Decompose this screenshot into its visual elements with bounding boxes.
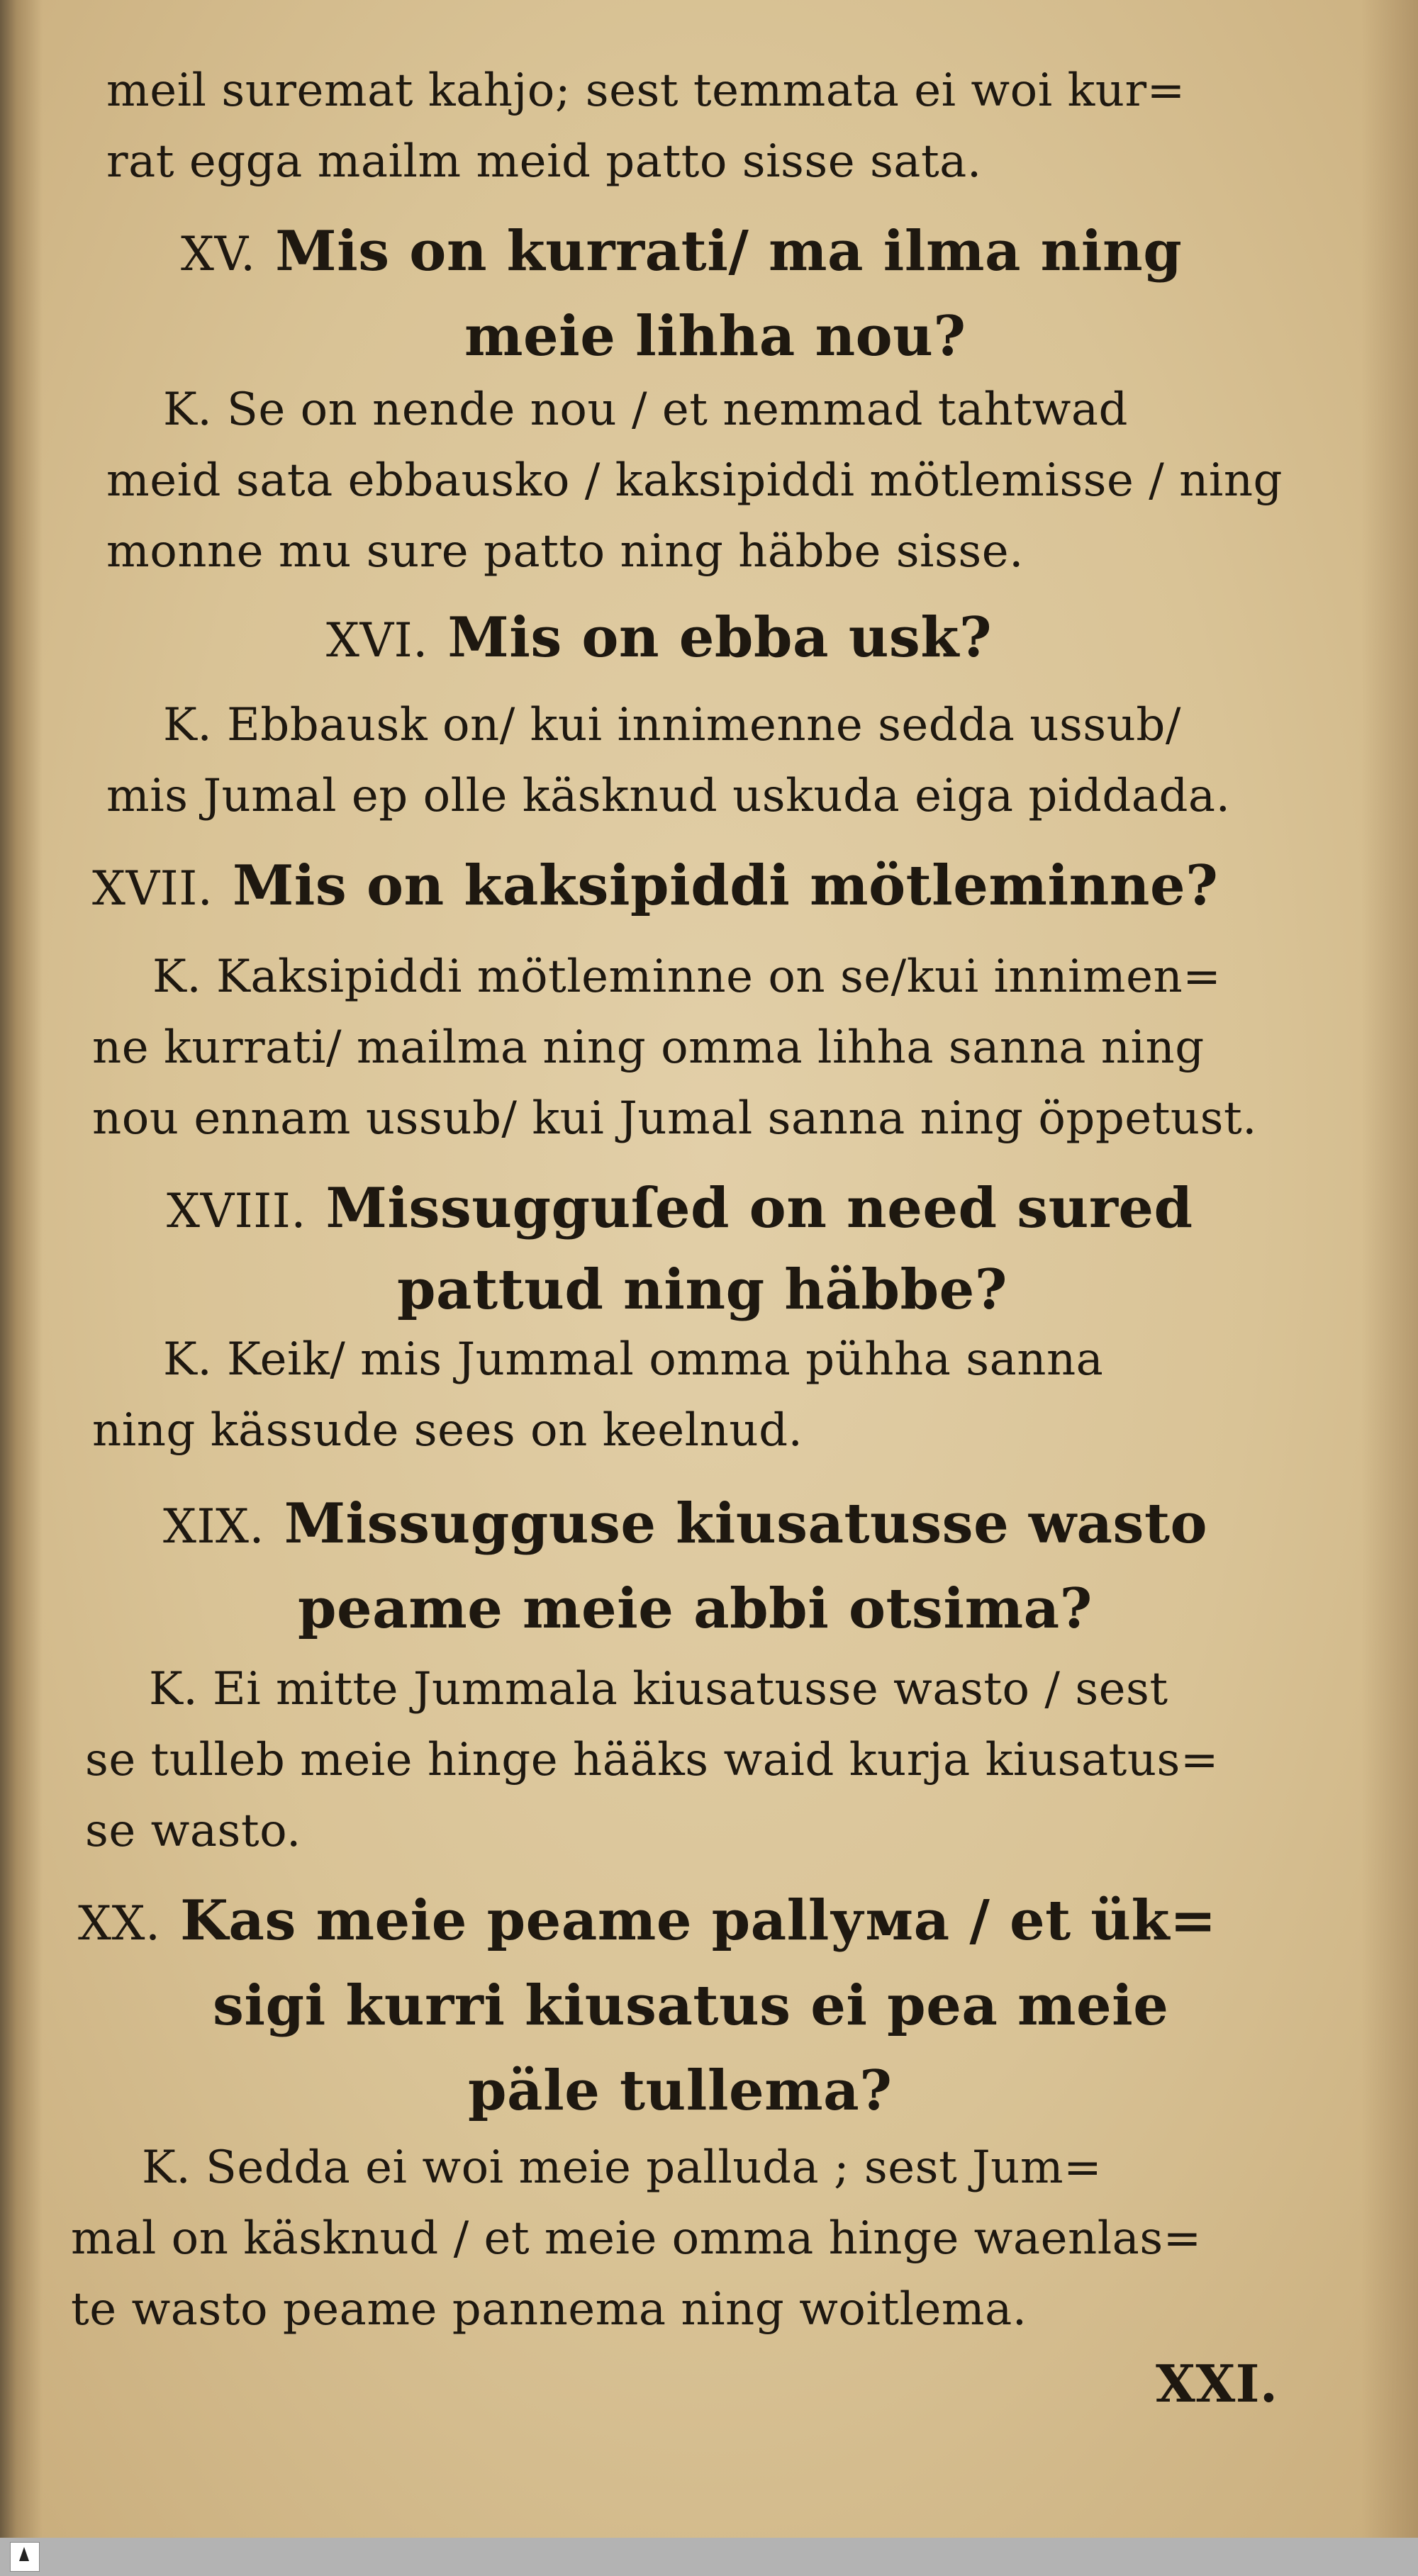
text-line: rat egga mailm meid patto sisse sata. bbox=[106, 135, 982, 188]
answer-line: mal on käsknud / et meie omma hinge waenlas= bbox=[71, 2212, 1202, 2265]
question-number: XVIII. bbox=[167, 1184, 306, 1238]
question-number: XIX. bbox=[163, 1499, 265, 1554]
answer-line: K. Sedda ei woi meie palluda ; sest Jum= bbox=[142, 2141, 1102, 2194]
question-text: peame meie abbi otsima? bbox=[298, 1577, 1093, 1641]
answer-line: ne kurrati/ mailma ning omma lihha sanna ning bbox=[92, 1021, 1205, 1074]
page-edge-shadow bbox=[1361, 0, 1418, 2538]
library-logo-icon bbox=[10, 2542, 40, 2572]
question-heading bbox=[78, 1889, 1217, 1956]
answer-line: se tulleb meie hinge hääks waid kurja kiusatus= bbox=[85, 1734, 1219, 1786]
question-heading bbox=[181, 220, 1182, 286]
question-text: Mis on kaksipiddi mötleminne? bbox=[232, 853, 1219, 918]
question-number: XX. bbox=[78, 1896, 161, 1951]
answer-line: K. Ebbausk on/ kui innimenne sedda ussub/ bbox=[163, 699, 1181, 751]
catchword: XXI. bbox=[1156, 2353, 1278, 2414]
answer-line: te wasto peame pannema ning woitlema. bbox=[71, 2283, 1027, 2336]
answer-line: nou ennam ussub/ kui Jumal sanna ning öppetust. bbox=[92, 1092, 1257, 1145]
viewer-footer-bar bbox=[0, 2538, 1418, 2576]
answer-line: K. Se on nende nou / et nemmad tahtwad bbox=[163, 383, 1128, 436]
question-heading bbox=[167, 1177, 1193, 1243]
question-heading bbox=[92, 854, 1218, 921]
question-text: Missugguſed on need sured bbox=[325, 1176, 1193, 1241]
page-gutter bbox=[0, 0, 43, 2538]
question-number: XVI. bbox=[326, 613, 428, 668]
answer-line: K. Keik/ mis Jummal omma pühha sanna bbox=[163, 1333, 1104, 1386]
question-number: XV. bbox=[181, 227, 256, 281]
answer-line: ning kässude sees on keelnud. bbox=[92, 1404, 803, 1457]
answer-line: K. Kaksipiddi mötleminne on se/kui innimen= bbox=[152, 951, 1222, 1003]
answer-line: monne mu sure patto ning häbbe sisse. bbox=[106, 525, 1024, 578]
question-heading bbox=[326, 606, 992, 673]
answer-line: meid sata ebbausko / kaksipiddi mötlemisse / ning bbox=[106, 454, 1283, 507]
answer-line: mis Jumal ep olle käsknud uskuda eiga piddada. bbox=[106, 770, 1231, 822]
question-text: Mis on kurrati/ ma ilma ning bbox=[275, 219, 1183, 284]
question-heading bbox=[163, 1492, 1207, 1559]
question-number: XVII. bbox=[92, 861, 213, 916]
question-text: Missugguse kiusatusse wasto bbox=[284, 1491, 1208, 1556]
question-text: päle tullema? bbox=[468, 2059, 893, 2123]
answer-line: se wasto. bbox=[85, 1805, 301, 1857]
question-text: pattud ning häbbe? bbox=[397, 1258, 1007, 1322]
text-line: meil suremat kahjo; sest temmata ei woi kur= bbox=[106, 65, 1185, 117]
question-text: Kas meie peame pallума / et ük= bbox=[180, 1888, 1217, 1953]
question-text: sigi kurri kiusatus ei pea meie bbox=[213, 1973, 1169, 2038]
answer-line: K. Ei mitte Jummala kiusatusse wasto / sest bbox=[149, 1663, 1168, 1715]
question-text: meie lihha nou? bbox=[464, 304, 966, 369]
question-text: Mis on ebba usk? bbox=[447, 605, 993, 670]
